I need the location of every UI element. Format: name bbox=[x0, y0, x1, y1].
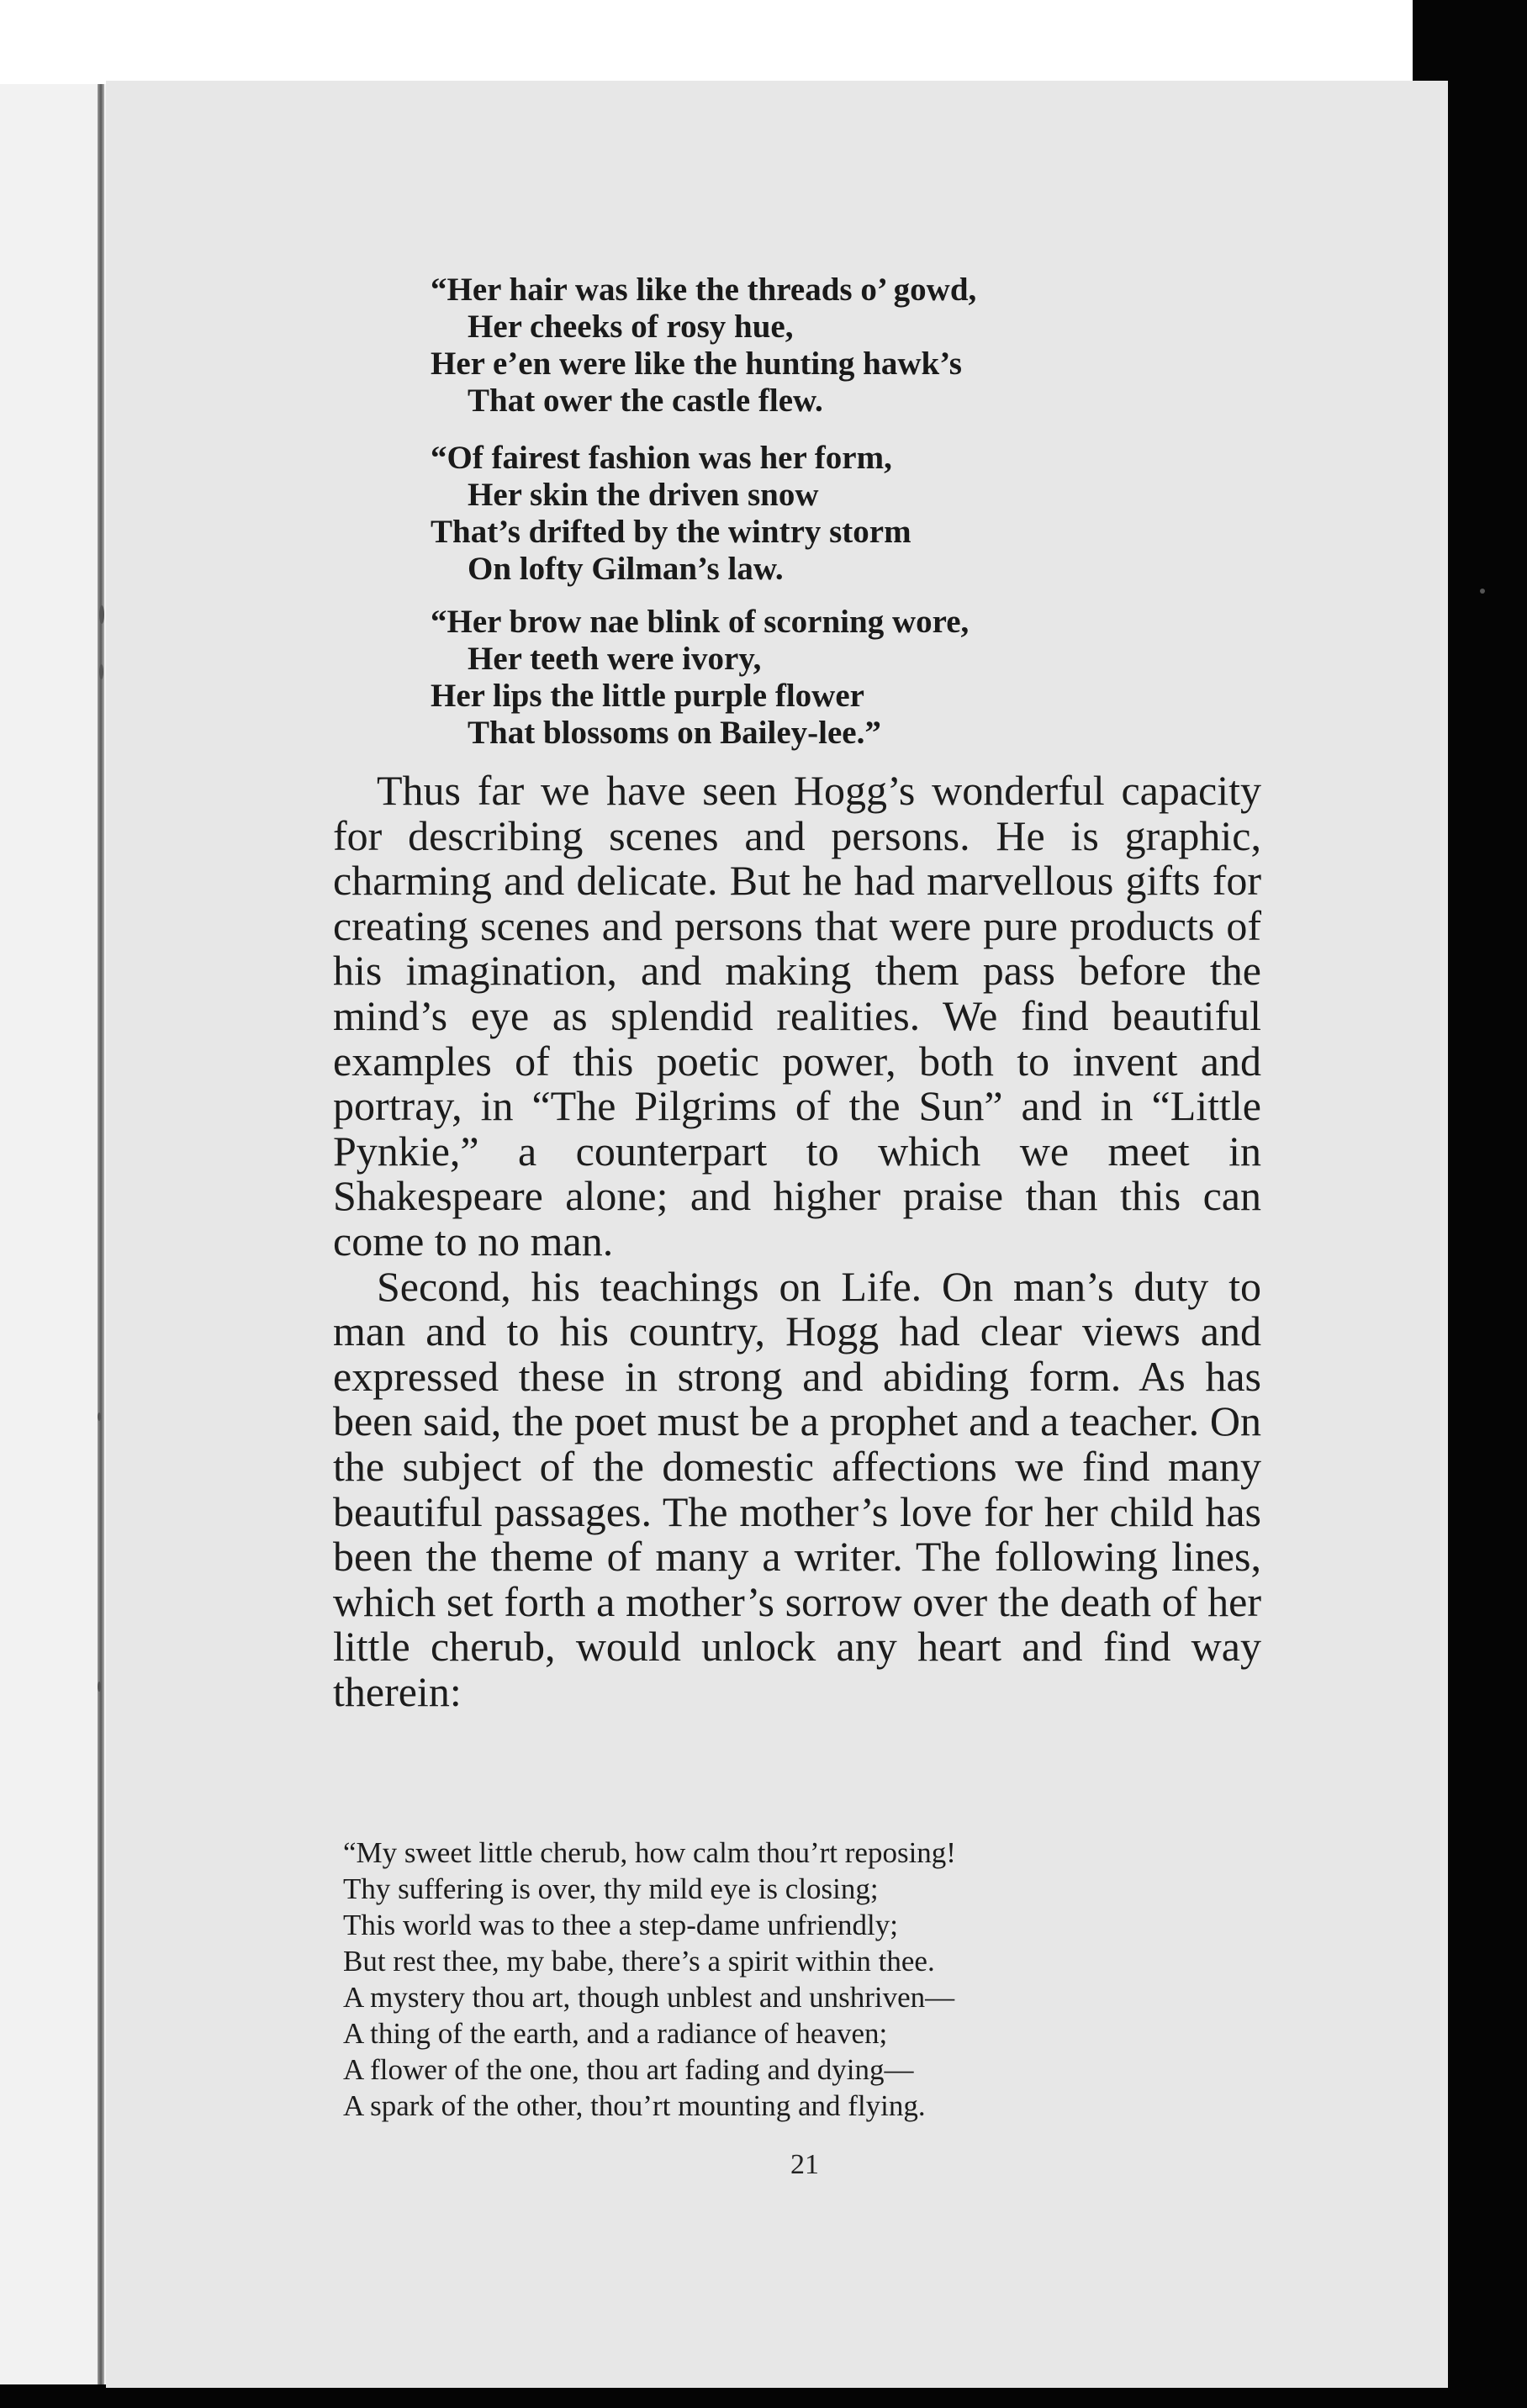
poem-line: That ower the castle flew. bbox=[468, 383, 823, 419]
poem-line: But rest thee, my babe, there’s a spirit within thee. bbox=[343, 1945, 935, 1978]
book-spine bbox=[98, 84, 104, 2388]
poem-line: This world was to thee a step-dame unfriendly; bbox=[343, 1909, 898, 1941]
poem-line: That blossoms on Bailey-lee.” bbox=[468, 715, 881, 751]
ballad-stanza-1 bbox=[431, 272, 976, 420]
poem-line: Her skin the driven snow bbox=[468, 477, 819, 513]
cherub-poem bbox=[343, 1835, 956, 2124]
ballad-stanza-3 bbox=[431, 604, 969, 752]
poem-line: “Of fairest fashion was her form, bbox=[431, 440, 892, 476]
body-text bbox=[333, 768, 1261, 1714]
scan-border-bottom bbox=[0, 2384, 1527, 2408]
poem-line: A mystery thou art, though unblest and unshriven— bbox=[343, 1981, 955, 2014]
poem-line: “My sweet little cherub, how calm thou’rt reposing! bbox=[343, 1836, 956, 1869]
poem-line: That’s drifted by the wintry storm bbox=[431, 514, 911, 550]
scan-speck bbox=[1480, 589, 1485, 594]
poem-line: On lofty Gilman’s law. bbox=[468, 551, 784, 587]
scan-speck bbox=[99, 605, 104, 624]
poem-line: A thing of the earth, and a radiance of heaven; bbox=[343, 2017, 888, 2050]
page-number: 21 bbox=[790, 2149, 819, 2180]
poem-line: A flower of the one, thou art fading and dying— bbox=[343, 2053, 914, 2086]
paragraph: Thus far we have seen Hogg’s wonderful capacity for describing scenes and persons. He is graphic, charming and delicate. But he had marvellous gifts for creating scenes and persons that were pure products of his imagination, and making them pass before the mind’s eye as splendid realities. We find beautiful examples of this poetic power, both to invent and portray, in “The Pilgrims of the Sun” and in “Little Pynkie,” a counterpart to which we meet in Shakespeare alone; and higher praise than this can come to no man. bbox=[333, 767, 1261, 1265]
scan-speck bbox=[99, 664, 103, 679]
paragraph: Second, his teachings on Life. On man’s duty to man and to his country, Hogg had clear views and expressed these in strong and abiding form. As has been said, the poet must be a prophet and a teacher. On the subject of the domestic affections we find many beautiful passages. The mother’s love for her child has been the theme of many a writer. The following lines, which set forth a mother’s sorrow over the death of her little cherub, would unlock any heart and find way therein: bbox=[333, 1262, 1261, 1715]
scan-speck bbox=[98, 1682, 101, 1692]
ballad-stanza-2 bbox=[431, 440, 911, 588]
poem-line: “Her brow nae blink of scorning wore, bbox=[431, 604, 970, 640]
poem-line: Her teeth were ivory, bbox=[468, 641, 762, 677]
poem-line: Her e’en were like the hunting hawk’s bbox=[431, 346, 962, 382]
poem-line: Her cheeks of rosy hue, bbox=[468, 309, 794, 345]
scan-border-corner bbox=[1413, 0, 1527, 92]
poem-line: Thy suffering is over, thy mild eye is closing; bbox=[343, 1872, 879, 1905]
facing-page-edge bbox=[0, 84, 106, 2388]
poem-line: Her lips the little purple flower bbox=[431, 678, 864, 714]
poem-line: A spark of the other, thou’rt mounting and flying. bbox=[343, 2089, 926, 2122]
scan-border-right bbox=[1448, 0, 1527, 2408]
scan-speck bbox=[98, 1413, 101, 1421]
poem-line: “Her hair was like the threads o’ gowd, bbox=[431, 272, 977, 308]
